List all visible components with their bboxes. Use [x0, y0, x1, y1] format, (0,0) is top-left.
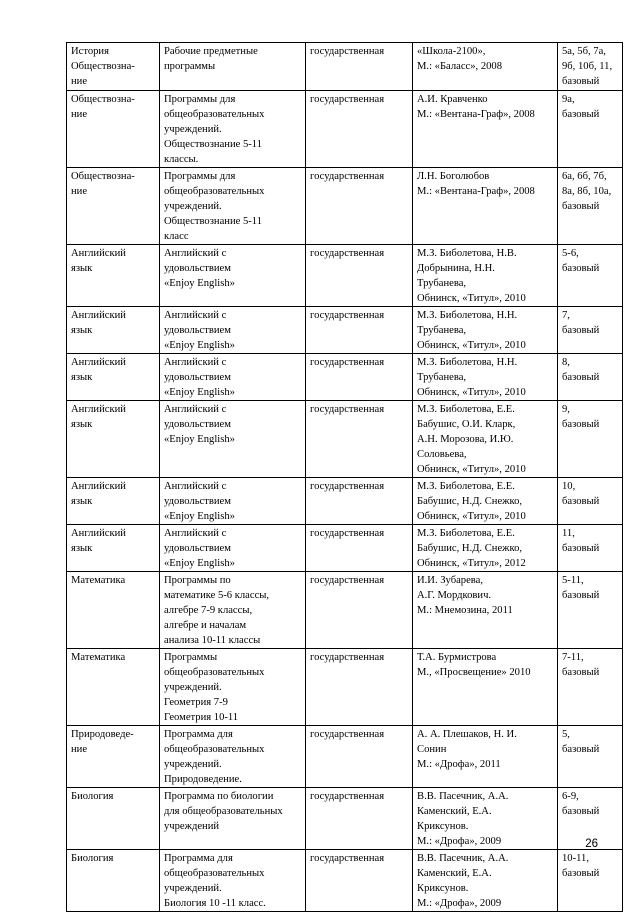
program-cell: Английский с удовольствием «Enjoy English»: [160, 354, 306, 401]
subject-cell: Обществозна- ние: [67, 91, 160, 168]
table-row: [67, 168, 623, 245]
program-cell: Программа для общеобразовательных учреждений. Биология 10 -11 класс.: [160, 850, 306, 912]
table-row: [67, 649, 623, 726]
table-row: [67, 307, 623, 354]
classes-cell: 11, базовый: [558, 525, 623, 572]
status-cell: государственная: [306, 91, 413, 168]
status-cell: государственная: [306, 788, 413, 850]
table-row: [67, 850, 623, 912]
subject-cell: Математика: [67, 572, 160, 649]
program-cell: Программы по математике 5-6 классы, алгебре 7-9 классы, алгебре и началам анализа 10-11 классы: [160, 572, 306, 649]
table-row: [67, 572, 623, 649]
table-body: [67, 43, 623, 912]
classes-cell: 5-11, базовый: [558, 572, 623, 649]
program-cell: Английский с удовольствием «Enjoy English»: [160, 525, 306, 572]
status-cell: государственная: [306, 572, 413, 649]
table-row: [67, 401, 623, 478]
program-cell: Программа для общеобразовательных учреждений. Природоведение.: [160, 726, 306, 788]
table-row: [67, 726, 623, 788]
table-row: [67, 43, 623, 91]
program-cell: Рабочие предметные программы: [160, 43, 306, 91]
subject-cell: Английский язык: [67, 307, 160, 354]
status-cell: государственная: [306, 168, 413, 245]
classes-cell: 7, базовый: [558, 307, 623, 354]
subject-cell: Обществозна- ние: [67, 168, 160, 245]
subject-cell: Английский язык: [67, 245, 160, 307]
author-cell: М.З. Биболетова, Е.Е. Бабушис, Н.Д. Снежко, Обнинск, «Титул», 2010: [413, 478, 558, 525]
status-cell: государственная: [306, 307, 413, 354]
status-cell: государственная: [306, 401, 413, 478]
author-cell: А. А. Плешаков, Н. И. Сонин М.: «Дрофа», 2011: [413, 726, 558, 788]
table-row: [67, 354, 623, 401]
program-cell: Английский с удовольствием «Enjoy English»: [160, 307, 306, 354]
status-cell: государственная: [306, 478, 413, 525]
program-cell: Программы для общеобразовательных учреждений. Обществознание 5-11 класс: [160, 168, 306, 245]
classes-cell: 5, базовый: [558, 726, 623, 788]
table-row: [67, 788, 623, 850]
author-cell: А.И. Кравченко М.: «Вентана-Граф», 2008: [413, 91, 558, 168]
table-row: [67, 525, 623, 572]
author-cell: М.З. Биболетова, Н.Н. Трубанева, Обнинск, «Титул», 2010: [413, 354, 558, 401]
subject-cell: Биология: [67, 788, 160, 850]
classes-cell: 10-11, базовый: [558, 850, 623, 912]
subject-cell: Английский язык: [67, 525, 160, 572]
author-cell: В.В. Пасечник, А.А. Каменский, Е.А. Криксунов. М.: «Дрофа», 2009: [413, 788, 558, 850]
status-cell: государственная: [306, 43, 413, 91]
author-cell: В.В. Пасечник, А.А. Каменский, Е.А. Криксунов. М.: «Дрофа», 2009: [413, 850, 558, 912]
status-cell: государственная: [306, 245, 413, 307]
author-cell: М.З. Биболетова, Е.Е. Бабушис, Н.Д. Снежко, Обнинск, «Титул», 2012: [413, 525, 558, 572]
subject-cell: Биология: [67, 850, 160, 912]
status-cell: государственная: [306, 850, 413, 912]
subject-cell: Английский язык: [67, 401, 160, 478]
author-cell: М.З. Биболетова, Н.В. Добрынина, Н.Н. Трубанева, Обнинск, «Титул», 2010: [413, 245, 558, 307]
status-cell: государственная: [306, 649, 413, 726]
author-cell: Л.Н. Боголюбов М.: «Вентана-Граф», 2008: [413, 168, 558, 245]
program-cell: Программа по биологии для общеобразовательных учреждений: [160, 788, 306, 850]
program-cell: Программы для общеобразовательных учреждений. Обществознание 5-11 классы.: [160, 91, 306, 168]
classes-cell: 6-9, базовый: [558, 788, 623, 850]
classes-cell: 6а, 6б, 7б, 8а, 8б, 10а, базовый: [558, 168, 623, 245]
subject-cell: Математика: [67, 649, 160, 726]
classes-cell: 8, базовый: [558, 354, 623, 401]
subject-cell: Природоведе- ние: [67, 726, 160, 788]
program-cell: Программы общеобразовательных учреждений. Геометрия 7-9 Геометрия 10-11: [160, 649, 306, 726]
status-cell: государственная: [306, 525, 413, 572]
page-number: 26: [585, 838, 598, 850]
curriculum-table: [66, 42, 623, 912]
author-cell: М.З. Биболетова, Е.Е. Бабушис, О.И. Кларк, А.Н. Морозова, И.Ю. Соловьева, Обнинск, «Титул», 2010: [413, 401, 558, 478]
subject-cell: История Обществозна- ние: [67, 43, 160, 91]
classes-cell: 9а, базовый: [558, 91, 623, 168]
table-row: [67, 245, 623, 307]
classes-cell: 10, базовый: [558, 478, 623, 525]
table-row: [67, 478, 623, 525]
author-cell: Т.А. Бурмистрова М., «Просвещение» 2010: [413, 649, 558, 726]
subject-cell: Английский язык: [67, 354, 160, 401]
classes-cell: 5-6, базовый: [558, 245, 623, 307]
status-cell: государственная: [306, 726, 413, 788]
table-row: [67, 91, 623, 168]
status-cell: государственная: [306, 354, 413, 401]
author-cell: М.З. Биболетова, Н.Н. Трубанева, Обнинск, «Титул», 2010: [413, 307, 558, 354]
program-cell: Английский с удовольствием «Enjoy English»: [160, 401, 306, 478]
classes-cell: 5а, 5б, 7а, 9б, 10б, 11, базовый: [558, 43, 623, 91]
classes-cell: 7-11, базовый: [558, 649, 623, 726]
author-cell: «Школа-2100», М.: «Баласс», 2008: [413, 43, 558, 91]
program-cell: Английский с удовольствием «Enjoy English»: [160, 245, 306, 307]
subject-cell: Английский язык: [67, 478, 160, 525]
program-cell: Английский с удовольствием «Enjoy English»: [160, 478, 306, 525]
author-cell: И.И. Зубарева, А.Г. Мордкович. М.: Мнемозина, 2011: [413, 572, 558, 649]
classes-cell: 9, базовый: [558, 401, 623, 478]
